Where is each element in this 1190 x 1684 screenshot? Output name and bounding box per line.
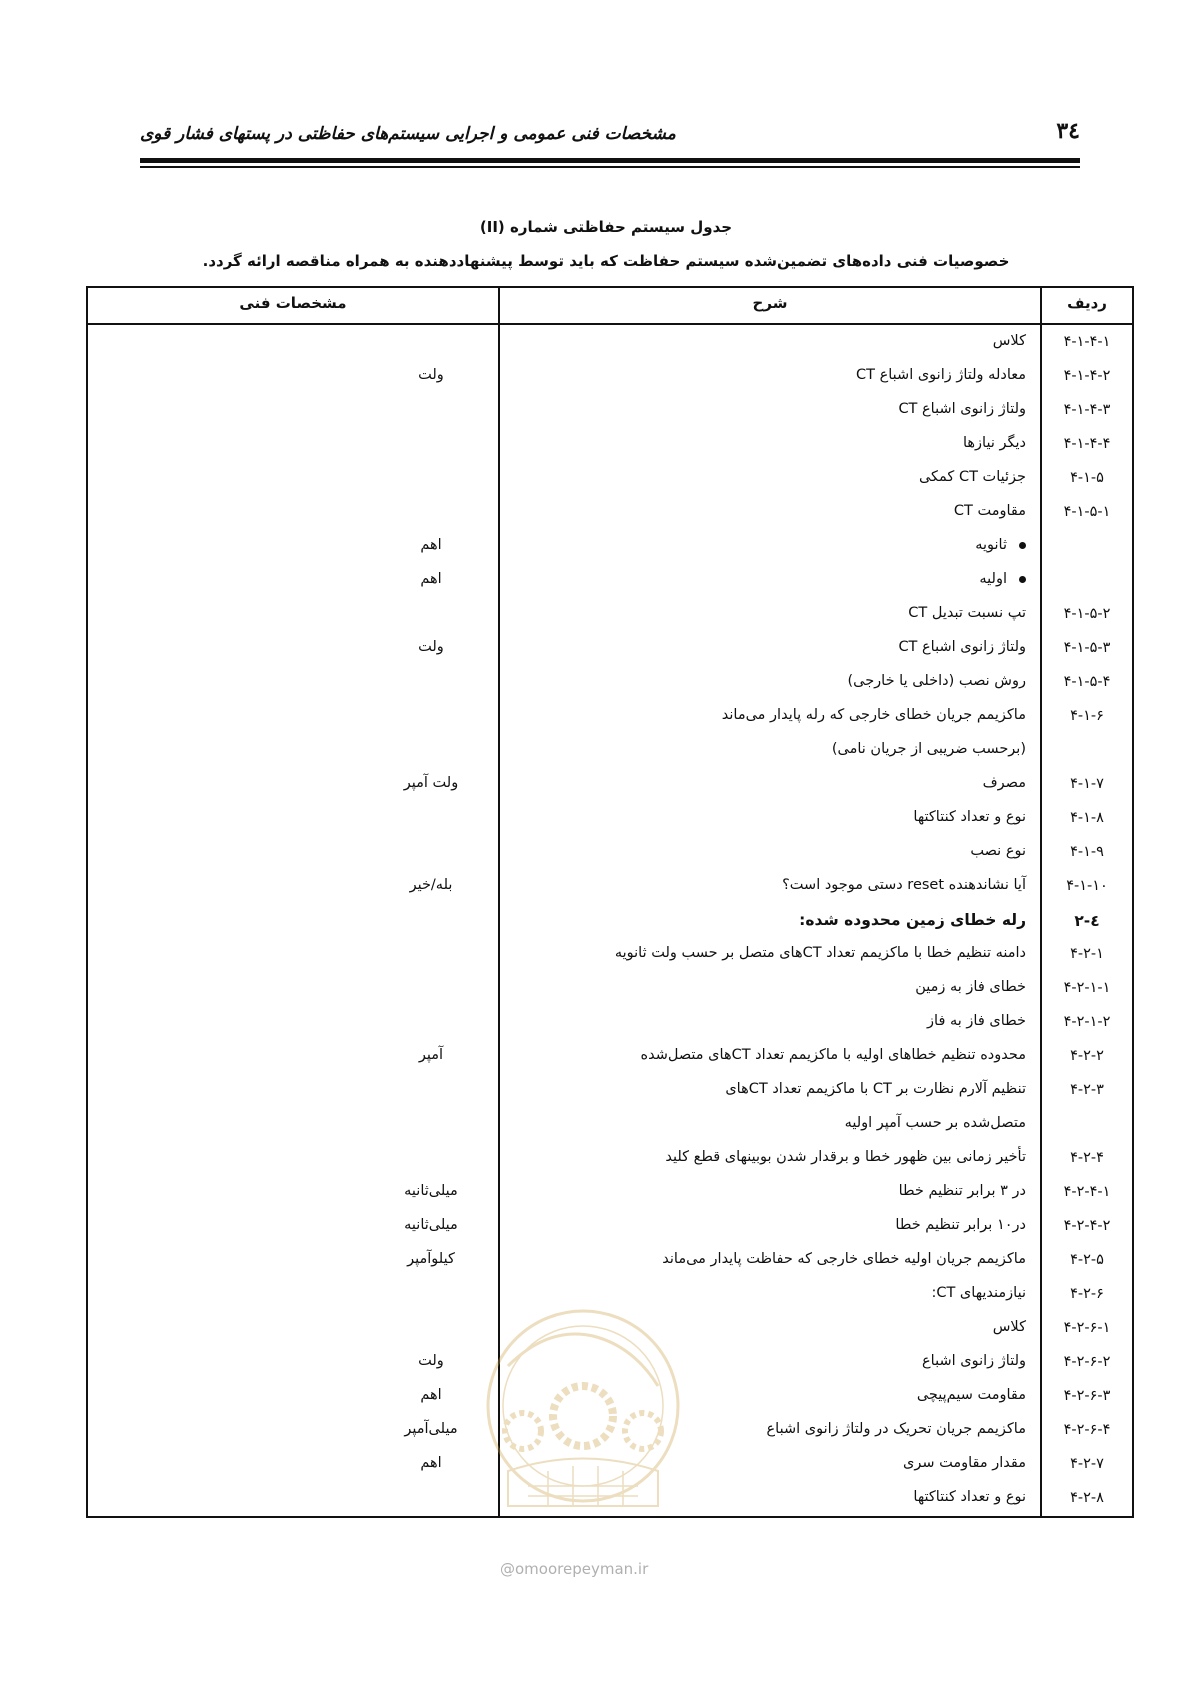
row-description bbox=[908, 605, 1026, 621]
row-description bbox=[799, 911, 1026, 929]
row-description bbox=[993, 333, 1026, 349]
row-description bbox=[993, 1319, 1026, 1335]
watermark-logo-icon bbox=[468, 1296, 698, 1536]
table-row bbox=[88, 360, 1132, 394]
row-description-text: ماکزیمم جریان خطای خارجی که رله پایدار می‌ماند bbox=[721, 707, 1026, 723]
row-description-text: آیا نشاندهنده reset دستی موجود است؟ bbox=[782, 877, 1026, 893]
table-row bbox=[88, 938, 1132, 972]
row-description bbox=[954, 503, 1026, 519]
row-code: ۴-۱-۴-۳ bbox=[1063, 402, 1111, 418]
header-divider bbox=[88, 323, 1132, 325]
row-description-text: نوع و تعداد کنتاکتها bbox=[913, 809, 1026, 825]
row-description bbox=[983, 775, 1026, 791]
row-description-text: کلاس bbox=[992, 333, 1026, 349]
row-code: ۴-۲-۵ bbox=[1070, 1252, 1104, 1268]
row-description-text: خطای فاز به زمین bbox=[915, 979, 1026, 995]
row-description bbox=[913, 1489, 1026, 1505]
row-description bbox=[641, 1047, 1026, 1063]
row-code: ۴-۲-۳ bbox=[1070, 1082, 1104, 1098]
row-code: ۴-۲-۱-۱ bbox=[1063, 980, 1111, 996]
row-description bbox=[898, 639, 1026, 655]
row-description bbox=[898, 401, 1026, 417]
row-description bbox=[767, 1421, 1027, 1437]
row-description bbox=[847, 673, 1026, 689]
row-code: ۴-۲-۴-۱ bbox=[1063, 1184, 1111, 1200]
row-unit: میلی‌آمپر bbox=[404, 1421, 458, 1437]
row-description-text: کلاس bbox=[992, 1319, 1026, 1335]
row-code: ۴-۱-۵-۲ bbox=[1063, 606, 1111, 622]
table-row bbox=[88, 564, 1132, 598]
row-description bbox=[913, 809, 1026, 825]
row-description-text: مصرف bbox=[982, 775, 1026, 791]
row-description-text: متصل‌شده بر حسب آمپر اولیه bbox=[844, 1115, 1026, 1131]
table-caption-subtitle: خصوصیات فنی داده‌های تضمین‌شده سیستم حفاظت که باید توسط پیشنهاددهنده به همراه مناقصه ارائه گردد. bbox=[202, 252, 1010, 270]
row-description bbox=[975, 537, 1026, 553]
row-description-text: ثانویه bbox=[975, 537, 1007, 553]
bullet-icon bbox=[1019, 576, 1026, 583]
row-description bbox=[919, 469, 1026, 485]
table-row bbox=[88, 870, 1132, 904]
row-code: ۴-۱-۴-۱ bbox=[1063, 334, 1111, 350]
row-description bbox=[922, 1353, 1026, 1369]
document-title: مشخصات فنی عمومی و اجرایی سیستم‌های حفاظتی در پستهای فشار قوی bbox=[140, 124, 676, 144]
row-description-text: (برحسب ضریبی از جریان نامی) bbox=[831, 741, 1026, 757]
table-row bbox=[88, 496, 1132, 530]
row-description bbox=[979, 571, 1026, 587]
row-unit: ولت آمپر bbox=[403, 775, 459, 791]
row-description-text: محدوده تنظیم خطاهای اولیه با ماکزیمم تعداد CTهای متصل‌شده bbox=[640, 1047, 1026, 1063]
row-description-text: روش نصب (داخلی یا خارجی) bbox=[847, 673, 1026, 689]
row-description bbox=[903, 1455, 1026, 1471]
table-row bbox=[88, 394, 1132, 428]
row-code: ۴-۲-۶ bbox=[1070, 1286, 1104, 1302]
row-unit: کیلوآمپر bbox=[407, 1251, 455, 1267]
row-description-text: رله خطای زمین محدوده شده: bbox=[799, 911, 1026, 929]
row-description bbox=[782, 877, 1026, 893]
header-rule-thick bbox=[140, 158, 1080, 163]
row-description-text: خطای فاز به فاز bbox=[927, 1013, 1026, 1029]
row-description-text: نوع نصب bbox=[970, 843, 1026, 859]
row-code: ۴-۲-۱-۲ bbox=[1063, 1014, 1111, 1030]
row-code: ۴-۱-۵-۳ bbox=[1063, 640, 1111, 656]
row-code: ۴-۱-۴-۲ bbox=[1063, 368, 1111, 384]
table-row bbox=[88, 1176, 1132, 1210]
row-unit: اهم bbox=[420, 537, 442, 553]
row-description-text: معادله ولتاژ زانوی اشباع CT bbox=[856, 367, 1026, 383]
table-row bbox=[88, 700, 1132, 734]
table-caption-title: جدول سیستم حفاظتی شماره (II) bbox=[479, 218, 733, 236]
row-description-text: مقاومت سیم‌پیچی bbox=[916, 1387, 1026, 1403]
bullet-icon bbox=[1019, 542, 1026, 549]
column-header-radif: ردیف bbox=[1067, 294, 1107, 312]
row-description bbox=[615, 945, 1026, 961]
row-code: ۴-۱-۷ bbox=[1070, 776, 1104, 792]
row-code: ٤-۲ bbox=[1074, 912, 1100, 930]
row-unit: بله/خیر bbox=[409, 877, 453, 893]
row-description-text: دامنه تنظیم خطا با ماکزیمم تعداد CTهای متصل بر حسب ولت ثانویه bbox=[614, 945, 1026, 961]
table-row bbox=[88, 1108, 1132, 1142]
header-rule-thin bbox=[140, 166, 1080, 168]
row-description-text: ماکزیمم جریان اولیه خطای خارجی که حفاظت پایدار می‌ماند bbox=[662, 1251, 1026, 1267]
page-number: ۳٤ bbox=[1056, 118, 1080, 144]
row-description bbox=[963, 435, 1026, 451]
row-code: ۴-۱-۵-۴ bbox=[1063, 674, 1111, 690]
row-description bbox=[725, 1081, 1026, 1097]
row-unit: ولت bbox=[418, 639, 444, 655]
table-row bbox=[88, 904, 1132, 938]
row-unit: میلی‌ثانیه bbox=[404, 1183, 458, 1199]
row-code: ۴-۱-۴-۴ bbox=[1063, 436, 1111, 452]
row-unit: اهم bbox=[420, 1387, 442, 1403]
row-code: ۴-۲-۴-۲ bbox=[1063, 1218, 1111, 1234]
row-description bbox=[927, 1013, 1026, 1029]
row-unit: ولت bbox=[418, 1353, 444, 1369]
row-code: ۴-۲-۶-۱ bbox=[1063, 1320, 1111, 1336]
table-row bbox=[88, 836, 1132, 870]
table-row bbox=[88, 768, 1132, 802]
row-description bbox=[662, 1251, 1026, 1267]
row-code: ۴-۲-۶-۴ bbox=[1063, 1422, 1111, 1438]
row-code: ۴-۱-۹ bbox=[1070, 844, 1104, 860]
row-description bbox=[899, 1183, 1026, 1199]
row-description bbox=[832, 741, 1026, 757]
row-description-text: در ۳ برابر تنظیم خطا bbox=[898, 1183, 1026, 1199]
row-description-text: تپ نسبت تبدیل CT bbox=[908, 605, 1026, 621]
row-description bbox=[917, 1387, 1026, 1403]
table-row bbox=[88, 734, 1132, 768]
row-description-text: ولتاژ زانوی اشباع CT bbox=[898, 401, 1026, 417]
row-description-text: نوع و تعداد کنتاکتها bbox=[913, 1489, 1026, 1505]
watermark-url: @omoorepeyman.ir bbox=[500, 1560, 649, 1578]
row-description bbox=[915, 979, 1026, 995]
row-description-text: در۱۰ برابر تنظیم خطا bbox=[895, 1217, 1026, 1233]
table-row bbox=[88, 462, 1132, 496]
table-row bbox=[88, 530, 1132, 564]
row-code: ۴-۱-۵-۱ bbox=[1063, 504, 1111, 520]
table-row bbox=[88, 1040, 1132, 1074]
row-description bbox=[845, 1115, 1026, 1131]
table-row bbox=[88, 666, 1132, 700]
page-header bbox=[140, 118, 1080, 168]
table-row bbox=[88, 972, 1132, 1006]
row-code: ۴-۲-۱ bbox=[1070, 946, 1104, 962]
row-description bbox=[722, 707, 1026, 723]
row-description bbox=[856, 367, 1026, 383]
table-row bbox=[88, 632, 1132, 666]
row-description bbox=[895, 1217, 1026, 1233]
row-description-text: دیگر نیازها bbox=[962, 435, 1026, 451]
row-description-text: ولتاژ زانوی اشباع CT bbox=[898, 639, 1026, 655]
row-code: ۴-۱-۱۰ bbox=[1066, 878, 1108, 894]
row-description-text: تنظیم آلارم نظارت بر CT با ماکزیمم تعداد CTهای bbox=[725, 1081, 1026, 1097]
table-row bbox=[88, 802, 1132, 836]
table-row bbox=[88, 1142, 1132, 1176]
table-row bbox=[88, 1244, 1132, 1278]
row-unit: اهم bbox=[420, 1455, 442, 1471]
row-code: ۴-۲-۶-۲ bbox=[1063, 1354, 1111, 1370]
table-row bbox=[88, 1074, 1132, 1108]
row-description-text: جزئیات CT کمکی bbox=[918, 469, 1026, 485]
row-code: ۴-۲-۴ bbox=[1070, 1150, 1104, 1166]
row-description-text: اولیه bbox=[979, 571, 1007, 587]
row-description-text: تأخیر زمانی بین ظهور خطا و برقدار شدن بوبینهای قطع کلید bbox=[665, 1149, 1026, 1165]
row-description bbox=[970, 843, 1026, 859]
row-code: ۴-۱-۸ bbox=[1070, 810, 1104, 826]
row-code: ۴-۲-۶-۳ bbox=[1063, 1388, 1111, 1404]
row-description-text: ماکزیمم جریان تحریک در ولتاژ زانوی اشباع bbox=[766, 1421, 1026, 1437]
table-row bbox=[88, 326, 1132, 360]
table-row bbox=[88, 1006, 1132, 1040]
row-code: ۴-۲-۲ bbox=[1070, 1048, 1104, 1064]
table-row bbox=[88, 598, 1132, 632]
row-code: ۴-۱-۶ bbox=[1070, 708, 1104, 724]
column-header-sharh: شرح bbox=[752, 294, 788, 312]
row-unit: ولت bbox=[418, 367, 444, 383]
row-description-text: مقدار مقاومت سری bbox=[903, 1455, 1026, 1471]
column-header-spec: مشخصات فنی bbox=[239, 294, 347, 312]
table-row bbox=[88, 1210, 1132, 1244]
row-code: ۴-۱-۵ bbox=[1070, 470, 1104, 486]
row-unit: آمپر bbox=[418, 1047, 444, 1063]
row-description-text: ولتاژ زانوی اشباع bbox=[922, 1353, 1026, 1369]
row-code: ۴-۲-۸ bbox=[1070, 1490, 1104, 1506]
row-unit: اهم bbox=[420, 571, 442, 587]
row-description bbox=[931, 1285, 1026, 1301]
row-code: ۴-۲-۷ bbox=[1070, 1456, 1104, 1472]
row-description-text: نیازمندیهای CT: bbox=[931, 1285, 1026, 1301]
row-description bbox=[665, 1149, 1026, 1165]
row-description-text: مقاومت CT bbox=[953, 503, 1026, 519]
row-unit: میلی‌ثانیه bbox=[404, 1217, 458, 1233]
table-row bbox=[88, 428, 1132, 462]
